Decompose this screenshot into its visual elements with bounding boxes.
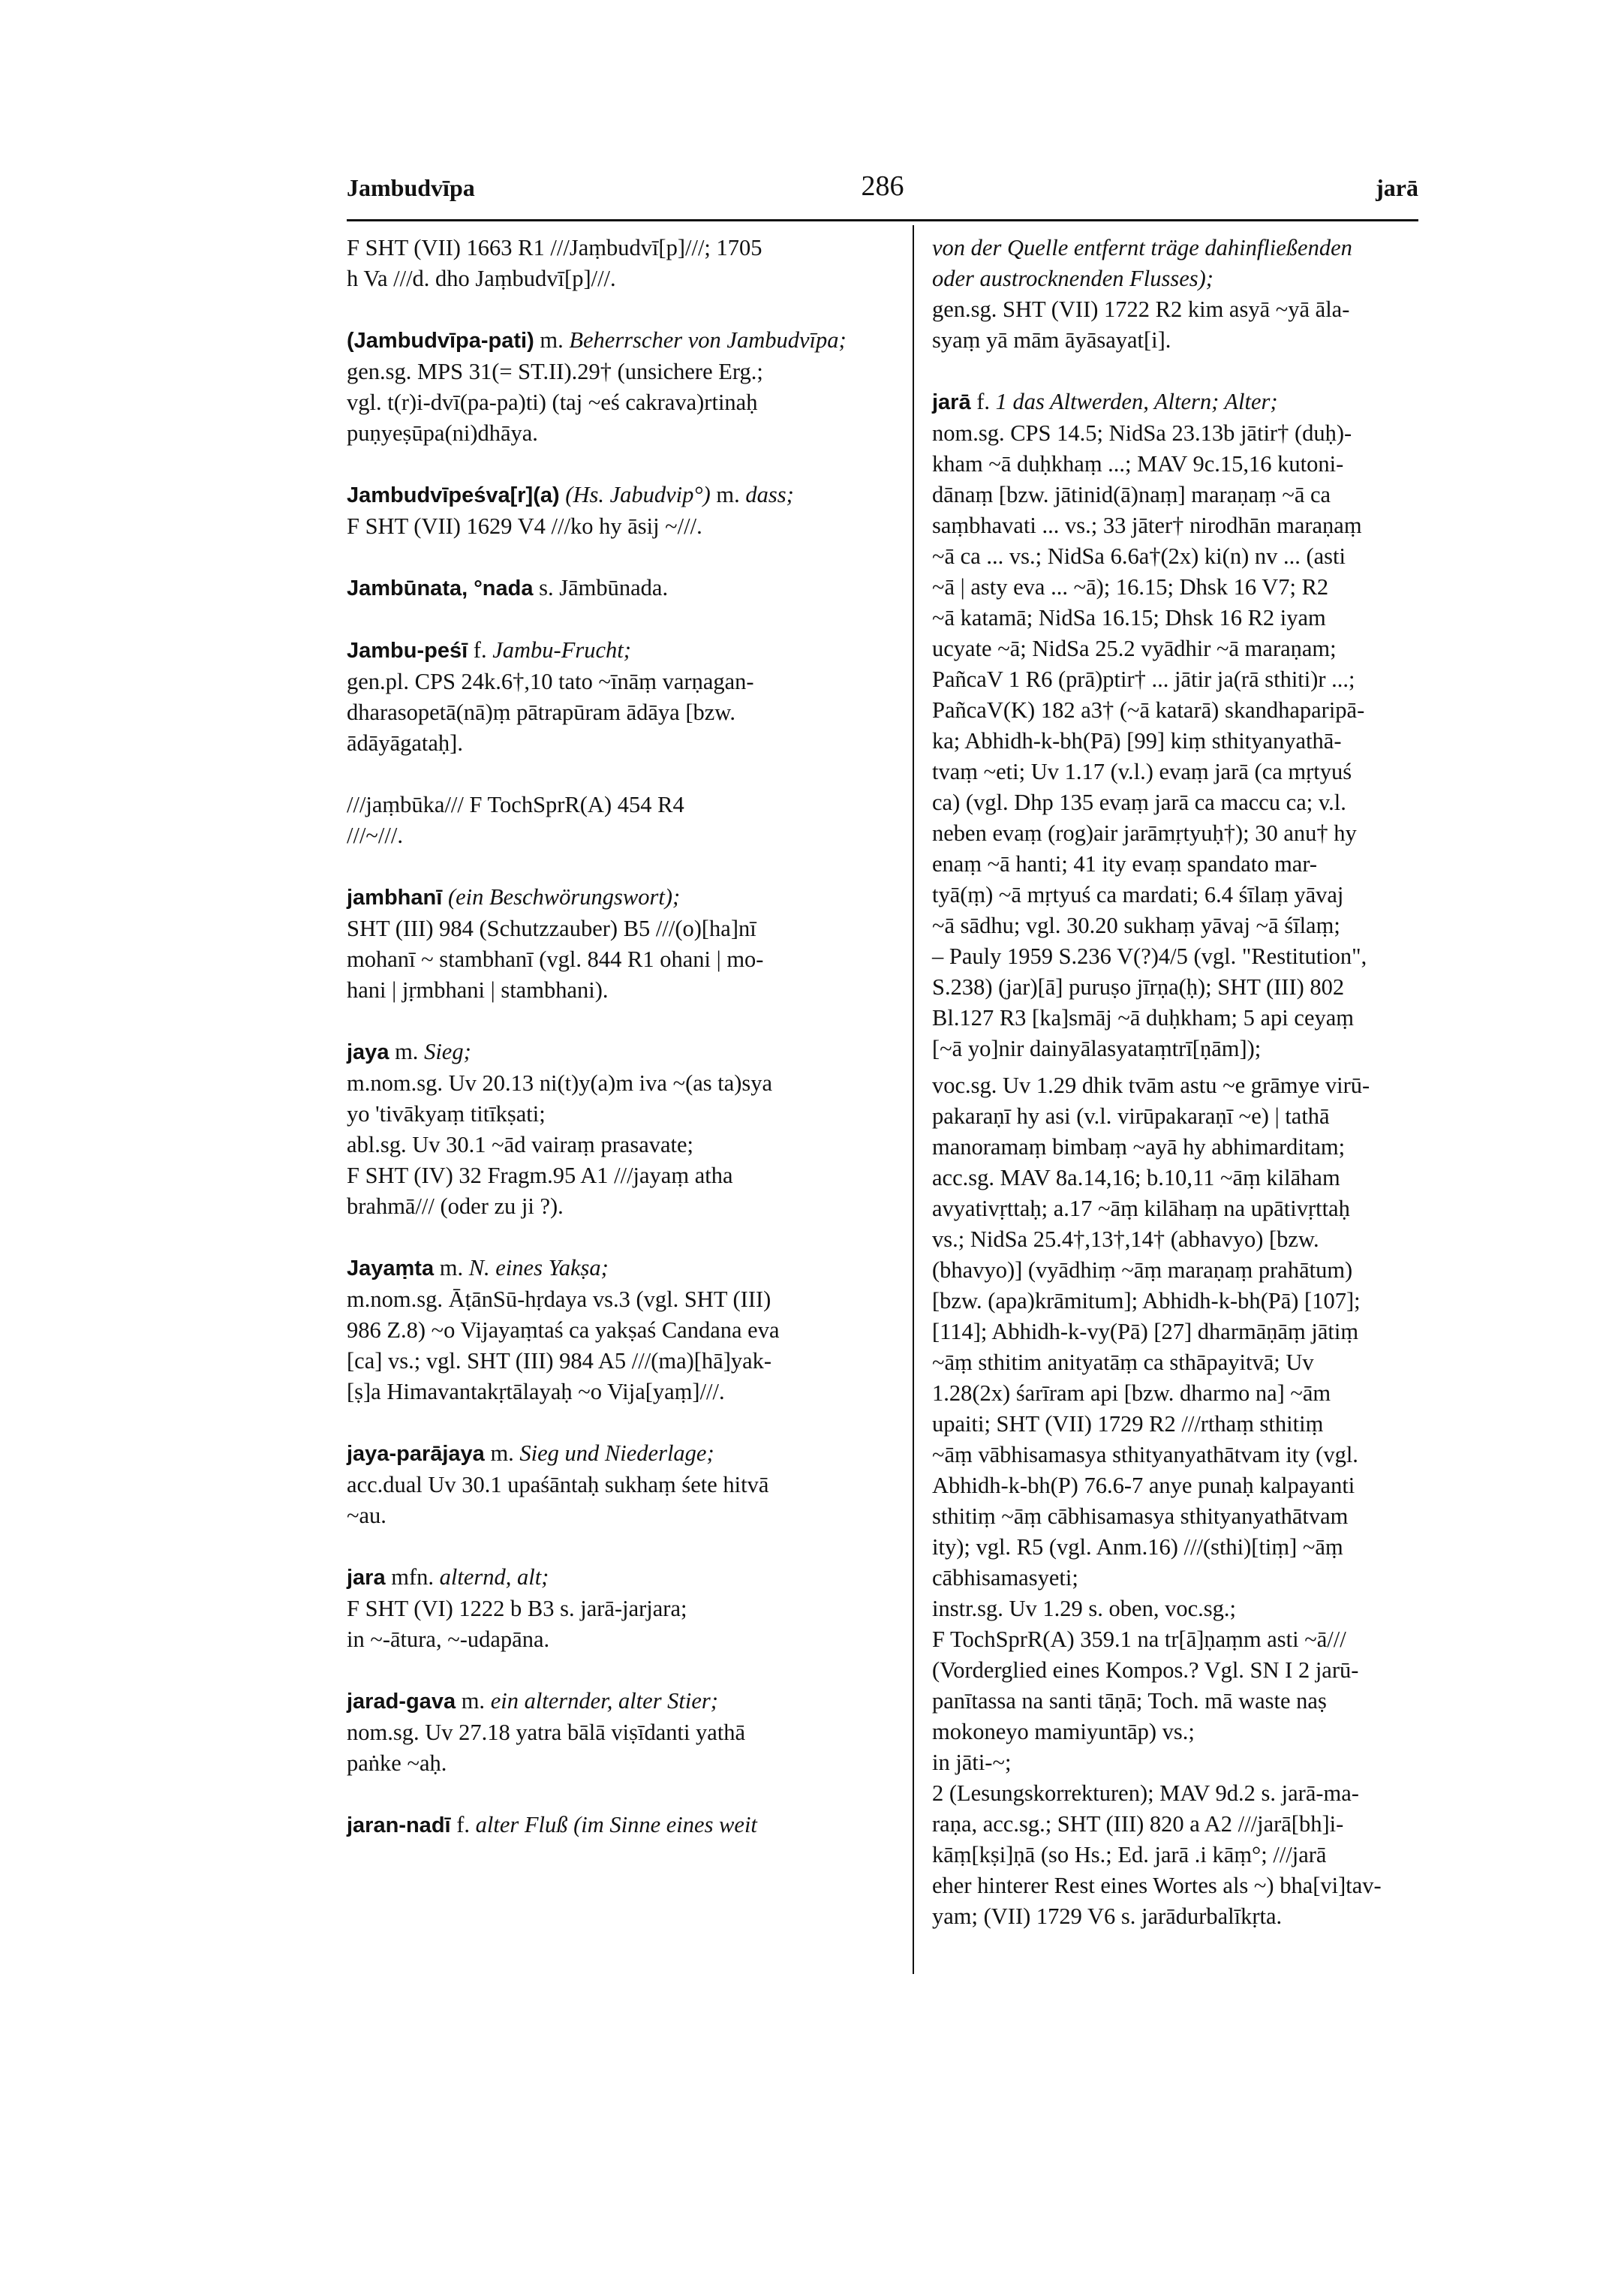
dictionary-entry xyxy=(347,573,889,604)
entry-line: Bl.127 R3 [ka]smāj ~ā duḥkham; 5 api ceyaṃ xyxy=(932,1005,1354,1031)
entry-line: upaiti; SHT (VII) 1729 R2 ///rthaṃ sthitiṃ xyxy=(932,1411,1324,1437)
entry-line: abl.sg. Uv 30.1 ~ād vairaṃ prasavate; xyxy=(347,1132,693,1157)
entry-line: sthitiṃ ~āṃ cābhisamasya sthityanyathātvam xyxy=(932,1503,1349,1529)
entry-line: instr.sg. Uv 1.29 s. oben, voc.sg.; xyxy=(932,1596,1236,1621)
column-divider xyxy=(913,225,914,1974)
entry-line: nom.sg. CPS 14.5; NidSa 23.13b jātir† (duḥ)- xyxy=(932,420,1352,446)
dictionary-entry xyxy=(347,1438,889,1531)
gloss: ein alternder, alter Stier; xyxy=(490,1688,718,1714)
entry-head-line xyxy=(347,325,889,357)
entry-line: F TochSprR(A) 359.1 na tr[ā]ṇaṃm asti ~ā/// xyxy=(932,1627,1346,1652)
running-head-left: Jambudvīpa xyxy=(347,174,475,201)
gloss: dass; xyxy=(745,482,794,507)
gender: f. xyxy=(473,637,487,663)
headword: jarad-gava xyxy=(347,1690,456,1714)
headword: Jayaṃta xyxy=(347,1256,435,1280)
entry-line: in jāti-~; xyxy=(932,1750,1012,1775)
entry-line: mokoneyo mamiyuntāp) vs.; xyxy=(932,1719,1195,1744)
entry-line: vs.; NidSa 25.4†,13†,14† (abhavyo) [bzw. xyxy=(932,1226,1319,1252)
entry-line: (bhavyo)] (vyādhiṃ ~āṃ maraṇaṃ prahātum) xyxy=(932,1257,1353,1283)
gloss: Sieg; xyxy=(424,1039,471,1064)
headword: jara xyxy=(347,1566,386,1590)
dictionary-entry xyxy=(347,1253,889,1407)
entry-line: von der Quelle entfernt träge dahinfließenden xyxy=(932,235,1352,260)
entry-line: ~ā | asty eva ... ~ā); 16.15; Dhsk 16 V7; R2 xyxy=(932,574,1329,600)
entry-line: ///jaṃbūka/// F TochSprR(A) 454 R4 xyxy=(347,792,684,817)
gender: m. xyxy=(461,1688,486,1714)
dictionary-entry xyxy=(347,325,889,449)
entry-line: [114]; Abhidh-k-vy(Pā) [27] dharmāṇāṃ jātiṃ xyxy=(932,1319,1359,1344)
gender: mfn. xyxy=(391,1564,434,1590)
entry-head-line xyxy=(347,1253,889,1284)
entry-line: syaṃ yā mām āyāsayat[i]. xyxy=(932,327,1171,353)
gloss: Beherrscher von Jambudvīpa; xyxy=(569,327,847,353)
dictionary-entry-continued xyxy=(932,1070,1418,1932)
entry-line: pakaraṇī hy asi (v.l. virūpakaraṇī ~e) | tathā xyxy=(932,1103,1330,1129)
dictionary-entry xyxy=(347,1037,889,1222)
running-head-right: jarā xyxy=(1376,174,1418,201)
headword: jaya-parājaya xyxy=(347,1442,485,1466)
entry-line: panītassa na santi tāṇā; Toch. mā waste naṣ xyxy=(932,1688,1327,1714)
gloss: Sieg und Niederlage; xyxy=(519,1440,714,1466)
entry-line: [ca] vs.; vgl. SHT (III) 984 A5 ///(ma)[hā]yak- xyxy=(347,1348,772,1374)
entry-line: m.nom.sg. ĀṭānSū-hṛdaya vs.3 (vgl. SHT (III) xyxy=(347,1286,771,1312)
entry-head-line xyxy=(347,1037,889,1068)
entry-line: F SHT (IV) 32 Fragm.95 A1 ///jayaṃ atha xyxy=(347,1163,733,1188)
entry-line: gen.pl. CPS 24k.6†,10 tato ~īnāṃ varṇagan- xyxy=(347,669,754,694)
entry-line: vgl. t(r)i-dvī(pa-pa)ti) (taj ~eś cakrava)rtinaḥ xyxy=(347,390,758,415)
entry-line: ~āṃ sthitim anityatāṃ ca sthāpayitvā; Uv xyxy=(932,1350,1314,1375)
right-column xyxy=(932,233,1418,1938)
entry-line: Abhidh-k-bh(P) 76.6-7 anye punaḥ kalpayanti xyxy=(932,1473,1355,1498)
entry-line: manoramaṃ bimbaṃ ~ayā hy abhimarditam; xyxy=(932,1134,1346,1160)
entry-head-line xyxy=(347,1438,889,1470)
entry-line: avyativṛttaḥ; a.17 ~āṃ kilāhaṃ na upātivṛttaḥ xyxy=(932,1196,1350,1221)
entry-line: 2 (Lesungskorrekturen); MAV 9d.2 s. jarā-ma- xyxy=(932,1780,1359,1806)
entry-line: tvaṃ ~eti; Uv 1.17 (v.l.) evaṃ jarā (ca mṛtyuś xyxy=(932,759,1352,784)
gender: f. xyxy=(976,389,991,414)
entry-line: cābhisamasyeti; xyxy=(932,1565,1078,1590)
entry-line: mohanī ~ stambhanī (vgl. 844 R1 ohani | mo- xyxy=(347,946,764,972)
entry-head-line xyxy=(347,480,889,511)
entry-line: ka; Abhidh-k-bh(Pā) [99] kiṃ sthityanyathā- xyxy=(932,728,1342,754)
entry-line: paṅke ~aḥ. xyxy=(347,1750,447,1776)
gloss: alternd, alt; xyxy=(439,1564,549,1590)
entry-line: F SHT (VII) 1663 R1 ///Jaṃbudvī[p]///; 1705 xyxy=(347,235,762,260)
headword: jarā xyxy=(932,390,971,414)
entry-line: dānaṃ [bzw. jātinid(ā)naṃ] maraṇaṃ ~ā ca xyxy=(932,482,1331,507)
entry-line: raṇa, acc.sg.; SHT (III) 820 a A2 ///jarā[bh]i- xyxy=(932,1811,1344,1837)
entry-line: in ~-ātura, ~-udapāna. xyxy=(347,1627,550,1652)
entry-line: PañcaV 1 R6 (prā)ptir† ... jātir ja(rā sthiti)r ...; xyxy=(932,667,1355,692)
entry-line: h Va ///d. dho Jaṃbudvī[p]///. xyxy=(347,266,616,291)
dictionary-entry xyxy=(347,1810,889,1841)
dictionary-entry xyxy=(932,387,1418,1064)
cross-reference: s. Jāmbūnada. xyxy=(539,575,669,600)
headword: Jambu-peśī xyxy=(347,639,468,663)
entry-line: acc.sg. MAV 8a.14,16; b.10,11 ~āṃ kilāham xyxy=(932,1165,1340,1190)
entry-head-line xyxy=(347,635,889,667)
headword: jaran-nadī xyxy=(347,1813,451,1837)
entry-line: puṇyeṣūpa(ni)dhāya. xyxy=(347,420,538,446)
entry-line: ///~///. xyxy=(347,823,403,848)
entry-line: neben evaṃ (rog)air jarāmṛtyuḥ†); 30 anu† hy xyxy=(932,820,1357,846)
entry-line: ucyate ~ā; NidSa 25.2 vyādhir ~ā maraṇam; xyxy=(932,636,1337,661)
dictionary-entry xyxy=(347,882,889,1006)
entry-head-line xyxy=(347,1686,889,1717)
headword: Jambudvīpeśva[r](a) xyxy=(347,483,560,507)
entry-line: ~ā sādhu; vgl. 30.20 sukhaṃ yāvaj ~ā śīlaṃ; xyxy=(932,913,1340,938)
gloss: 1 das Altwerden, Altern; Alter; xyxy=(995,389,1278,414)
page-header xyxy=(347,165,1418,218)
gender: m. xyxy=(490,1440,514,1466)
gender: m. xyxy=(395,1039,419,1064)
dictionary-entry xyxy=(347,480,889,542)
gender: m. xyxy=(540,327,564,353)
entry-line: eher hinterer Rest eines Wortes als ~) bha[vi]tav- xyxy=(932,1873,1382,1898)
entry-head-line xyxy=(347,1562,889,1593)
header-rule xyxy=(347,219,1418,221)
page-number: 286 xyxy=(861,170,904,202)
entry-line: ~au. xyxy=(347,1503,386,1528)
dictionary-entry xyxy=(347,635,889,759)
left-column xyxy=(347,233,889,1847)
entry-line: saṃbhavati ... vs.; 33 jāter† nirodhān maraṇaṃ xyxy=(932,513,1362,538)
entry-line: kham ~ā duḥkhaṃ ...; MAV 9c.15,16 kutoni- xyxy=(932,451,1344,477)
entry-line: F SHT (VII) 1629 V4 ///ko hy āsij ~///. xyxy=(347,513,702,539)
entry-line: ity); vgl. R5 (vgl. Anm.16) ///(sthi)[tiṃ] ~āṃ xyxy=(932,1534,1343,1560)
entry-head-line xyxy=(932,387,1418,418)
entry-line: [~ā yo]nir dainyālasyataṃtrī[ṇām]); xyxy=(932,1036,1262,1061)
entry-line: gen.sg. MPS 31(= ST.II).29† (unsichere Erg.; xyxy=(347,359,763,384)
entry-line: yo 'tivākyaṃ titīkṣati; xyxy=(347,1101,546,1127)
entry-line: 1.28(2x) śarīram api [bzw. dharmo na] ~ām xyxy=(932,1380,1331,1406)
gender: f. xyxy=(456,1812,471,1837)
entry-line: [ṣ]a Himavantakṛtālayaḥ ~o Vija[yaṃ]///. xyxy=(347,1379,725,1404)
entry-line: S.238) (jar)[ā] puruṣo jīrṇa(ḥ); SHT (III) 802 xyxy=(932,974,1345,1000)
gender: m. xyxy=(439,1255,464,1280)
entry-line: gen.sg. SHT (VII) 1722 R2 kim asyā ~yā āla- xyxy=(932,296,1350,322)
headword: jambhanī xyxy=(347,886,443,910)
dictionary-entry xyxy=(347,1562,889,1655)
entry-line: dharasopetā(nā)ṃ pātrapūram ādāya [bzw. xyxy=(347,700,735,725)
entry-head-line xyxy=(347,882,889,913)
entry-line: (Vorderglied eines Kompos.? Vgl. SN I 2 jarū- xyxy=(932,1657,1359,1683)
gloss: (ein Beschwörungswort); xyxy=(447,884,681,910)
entry-line: F SHT (VI) 1222 b B3 s. jarā-jarjara; xyxy=(347,1596,687,1621)
entry-line: ādāyāgataḥ]. xyxy=(347,730,463,756)
manuscript-note: (Hs. Jabudvip°) xyxy=(565,482,711,507)
entry-head-line xyxy=(347,573,889,604)
entry-line: hani | jṛmbhani | stambhani). xyxy=(347,977,609,1003)
dictionary-entry xyxy=(347,233,889,294)
entry-line: nom.sg. Uv 27.18 yatra bālā viṣīdanti yathā xyxy=(347,1720,746,1745)
gloss: Jambu-Frucht; xyxy=(492,637,631,663)
entry-line: tyā(ṃ) ~ā mṛtyuś ca mardati; 6.4 śīlaṃ yāvaj xyxy=(932,882,1344,907)
dictionary-entry xyxy=(347,790,889,851)
entry-line: enaṃ ~ā hanti; 41 ity evaṃ spandato mar- xyxy=(932,851,1318,877)
entry-line: brahmā/// (oder zu ji ?). xyxy=(347,1193,564,1219)
entry-line: 986 Z.8) ~o Vijayaṃtaś ca yakṣaś Candana eva xyxy=(347,1317,780,1343)
headword: Jambūnata, °nada xyxy=(347,576,534,600)
entry-line: yam; (VII) 1729 V6 s. jarādurbalīkṛta. xyxy=(932,1903,1283,1929)
entry-line: acc.dual Uv 30.1 upaśāntaḥ sukhaṃ śete hitvā xyxy=(347,1472,769,1497)
entry-line: [bzw. (apa)krāmitum]; Abhidh-k-bh(Pā) [107]; xyxy=(932,1288,1361,1314)
entry-line: kāṃ[kṣi]ṇā (so Hs.; Ed. jarā .i kāṃ°; ///jarā xyxy=(932,1842,1327,1867)
entry-line: oder austrocknenden Flusses); xyxy=(932,266,1213,291)
entry-head-line xyxy=(347,1810,889,1841)
entry-line: – Pauly 1959 S.236 V(?)4/5 (vgl. "Restitution", xyxy=(932,943,1367,969)
dictionary-entry-continued xyxy=(932,233,1418,356)
entry-line: m.nom.sg. Uv 20.13 ni(t)y(a)m iva ~(as ta)sya xyxy=(347,1070,773,1096)
entry-line: ~ā katamā; NidSa 16.15; Dhsk 16 R2 iyam xyxy=(932,605,1326,630)
headword: (Jambudvīpa-pati) xyxy=(347,329,534,353)
dictionary-entry xyxy=(347,1686,889,1779)
entry-line: ~āṃ vābhisamasya sthityanyathātvam ity (vgl. xyxy=(932,1442,1358,1467)
entry-line: ~ā ca ... vs.; NidSa 6.6a†(2x) ki(n) nv ... (asti xyxy=(932,543,1346,569)
entry-line: PañcaV(K) 182 a3† (~ā katarā) skandhaparipā- xyxy=(932,697,1365,723)
gloss: N. eines Yakṣa; xyxy=(468,1255,609,1280)
gloss: alter Fluß (im Sinne eines weit xyxy=(475,1812,757,1837)
entry-line: SHT (III) 984 (Schutzzauber) B5 ///(o)[ha]nī xyxy=(347,916,756,941)
entry-line: voc.sg. Uv 1.29 dhik tvām astu ~e grāmye virū- xyxy=(932,1073,1370,1098)
gender: m. xyxy=(716,482,740,507)
headword: jaya xyxy=(347,1040,389,1064)
entry-line: ca) (vgl. Dhp 135 evaṃ jarā ca maccu ca; v.l. xyxy=(932,790,1346,815)
